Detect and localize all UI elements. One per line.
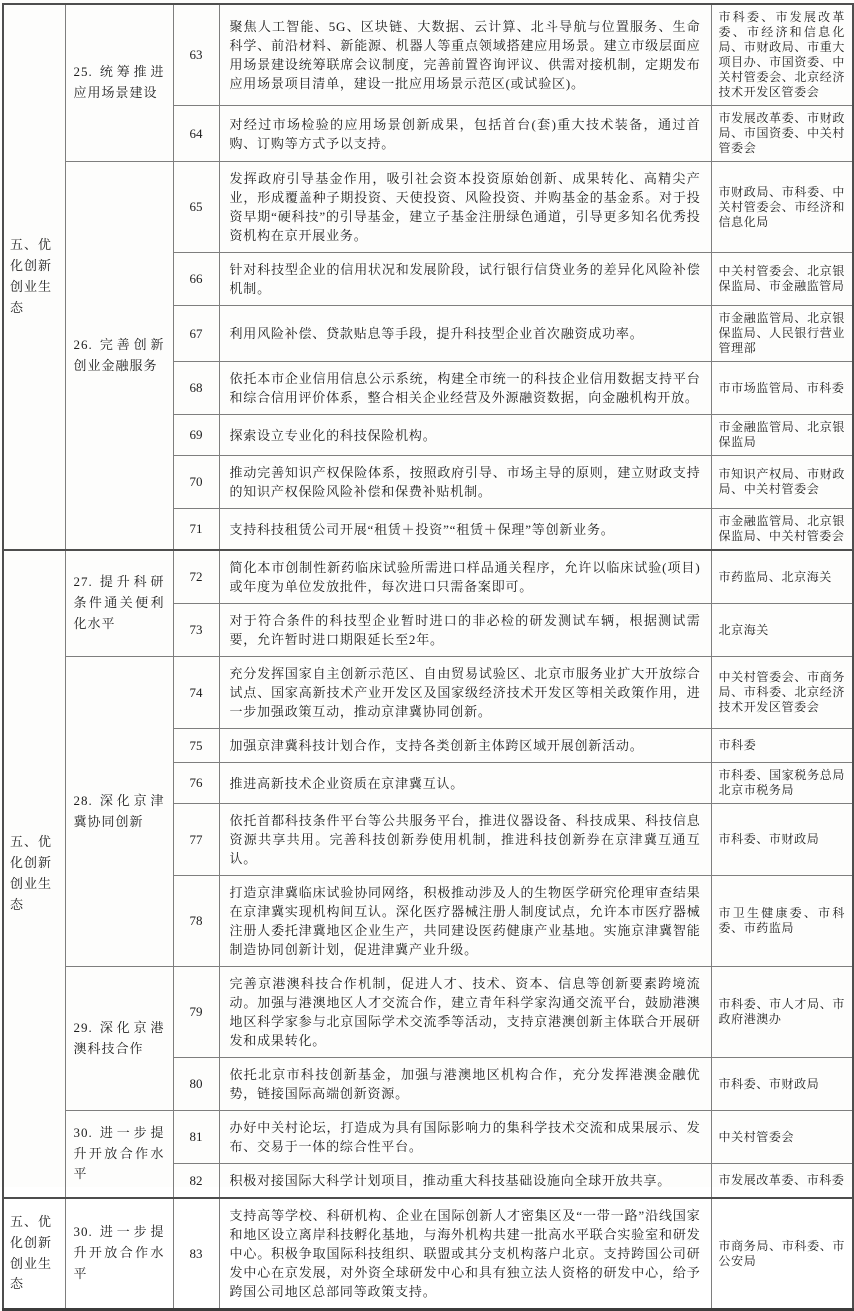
task-text-cell: 对于符合条件的科技型企业暂时进口的非必检的研发测试车辆，根据测试需要，允许暂时进口期限延长至2年。 <box>219 604 711 657</box>
task-text-cell: 聚焦人工智能、5G、区块链、大数据、云计算、北斗导航与位置服务、生命科学、前沿材料、新能源、机器人等重点领域搭建应用场景。建立市级层面应用场景建设统筹联席会议制度，完善前置咨询评议、供需对接机制，定期发布应用场景项目清单，建设一批应用场景示范区(或试验区)。 <box>219 4 711 106</box>
responsible-departments-cell: 北京海关 <box>711 604 853 657</box>
row-number-cell: 80 <box>173 1058 219 1111</box>
task-text-cell: 充分发挥国家自主创新示范区、自由贸易试验区、北京市服务业扩大开放综合试点、国家高新技术产业开发区及国家级经济技术开发区等相关政策作用，进一步加强政策互动，推动京津冀协同创新。 <box>219 657 711 729</box>
responsible-departments-cell: 市科委、市财政局 <box>711 1058 853 1111</box>
task-text-cell: 针对科技型企业的信用状况和发展阶段，试行银行信贷业务的差异化风险补偿机制。 <box>219 253 711 306</box>
row-number-cell: 65 <box>173 162 219 253</box>
task-text-cell: 推动完善知识产权保险体系，按照政府引导、市场主导的原则，建立财政支持的知识产权保险风险补偿和保费补贴机制。 <box>219 456 711 509</box>
responsible-departments-cell: 市金融监管局、北京银保监局、人民银行营业管理部 <box>711 306 853 362</box>
row-number-cell: 76 <box>173 763 219 804</box>
task-text-cell: 推进高新技术企业资质在京津冀互认。 <box>219 763 711 804</box>
responsible-departments-cell: 市发展改革委、市科委 <box>711 1164 853 1199</box>
responsible-departments-cell: 市科委、国家税务总局北京市税务局 <box>711 763 853 804</box>
row-number-cell: 79 <box>173 967 219 1058</box>
row-number-cell: 77 <box>173 804 219 876</box>
row-number-cell: 63 <box>173 4 219 106</box>
task-text-cell: 打造京津冀临床试验协同网络，积极推动涉及人的生物医学研究伦理审查结果在京津冀实现机构间互认。深化医疗器械注册人制度试点，允许本市医疗器械注册人委托津冀地区企业生产，共同建设医药健康产业基地。实施京津冀智能制造协同创新计划，促进津冀产业升级。 <box>219 876 711 967</box>
task-text-cell: 办好中关村论坛，打造成为具有国际影响力的集科学技术交流和成果展示、发布、交易于一体的综合性平台。 <box>219 1111 711 1164</box>
responsible-departments-cell: 市科委 <box>711 729 853 763</box>
task-text-cell: 依托本市企业信用信息公示系统，构建全市统一的科技企业信用数据支持平台和综合信用评价体系，整合相关企业经营及外源融资数据，向金融机构开放。 <box>219 362 711 415</box>
table-row <box>3 967 853 1058</box>
section-label-cell: 28. 深化京津冀协同创新 <box>65 657 173 967</box>
task-text-cell: 支持高等学校、科研机构、企业在国际创新人才密集区及“一带一路”沿线国家和地区设立离岸科技孵化基地，与海外机构共建一批高水平联合实验室和研发中心。积极争取国际科技组织、联盟或其分支机构落户北京。支持跨国公司研发中心在京发展，对外资全球研发中心和具有独立法人资格的研发中心，给予跨国公司地区总部同等政策支持。 <box>219 1198 711 1310</box>
task-text-cell: 支持科技租赁公司开展“租赁＋投资”“租赁＋保理”等创新业务。 <box>219 509 711 551</box>
responsible-departments-cell: 市知识产权局、市财政局、中关村管委会 <box>711 456 853 509</box>
responsible-departments-cell: 市发展改革委、市财政局、市国资委、中关村管委会 <box>711 106 853 162</box>
table-row <box>3 657 853 729</box>
responsible-departments-cell: 中关村管委会、北京银保监局、市金融监管局 <box>711 253 853 306</box>
responsible-departments-cell: 市科委、市发展改革委、市经济和信息化局、市财政局、市重大项目办、市国资委、中关村管委会、北京经济技术开发区管委会 <box>711 4 853 106</box>
responsible-departments-cell: 市药监局、北京海关 <box>711 550 853 604</box>
task-text-cell: 积极对接国际大科学计划项目，推动重大科技基础设施向全球开放共享。 <box>219 1164 711 1199</box>
table-row <box>3 162 853 253</box>
responsible-departments-cell: 中关村管委会 <box>711 1111 853 1164</box>
section-label-cell: 30. 进一步提升开放合作水平 <box>65 1198 173 1310</box>
section-label-cell: 27. 提升科研条件通关便利化水平 <box>65 550 173 657</box>
row-number-cell: 67 <box>173 306 219 362</box>
task-text-cell: 加强京津冀科技计划合作，支持各类创新主体跨区域开展创新活动。 <box>219 729 711 763</box>
row-number-cell: 74 <box>173 657 219 729</box>
row-number-cell: 73 <box>173 604 219 657</box>
responsible-departments-cell: 市金融监管局、北京银保监局 <box>711 415 853 456</box>
row-number-cell: 82 <box>173 1164 219 1199</box>
responsible-departments-cell: 市科委、市人才局、市政府港澳办 <box>711 967 853 1058</box>
section-label-cell: 30. 进一步提升开放合作水平 <box>65 1111 173 1199</box>
category-cell: 五、优化创新创业生态 <box>3 4 65 550</box>
row-number-cell: 71 <box>173 509 219 551</box>
table-row <box>3 4 853 106</box>
task-text-cell: 依托北京市科技创新基金，加强与港澳地区机构合作，充分发挥港澳金融优势，链接国际高端创新资源。 <box>219 1058 711 1111</box>
row-number-cell: 64 <box>173 106 219 162</box>
task-text-cell: 依托首都科技条件平台等公共服务平台，推进仪器设备、科技成果、科技信息资源共享共用。完善科技创新券使用机制，推进科技创新券在京津冀互通互认。 <box>219 804 711 876</box>
row-number-cell: 70 <box>173 456 219 509</box>
row-number-cell: 83 <box>173 1198 219 1310</box>
responsible-departments-cell: 市金融监管局、北京银保监局、中关村管委会 <box>711 509 853 551</box>
row-number-cell: 68 <box>173 362 219 415</box>
responsible-departments-cell: 市卫生健康委、市科委、市药监局 <box>711 876 853 967</box>
responsible-departments-cell: 市商务局、市科委、市公安局 <box>711 1198 853 1310</box>
row-number-cell: 81 <box>173 1111 219 1164</box>
task-text-cell: 完善京港澳科技合作机制，促进人才、技术、资本、信息等创新要素跨境流动。加强与港澳地区人才交流合作，建立青年科学家沟通交流平台，鼓励港澳地区科学家参与北京国际学术交流季等活动，支持京港澳创新主体联合开展研发和成果转化。 <box>219 967 711 1058</box>
section-label-cell: 25. 统筹推进应用场景建设 <box>65 4 173 162</box>
row-number-cell: 78 <box>173 876 219 967</box>
row-number-cell: 75 <box>173 729 219 763</box>
responsible-departments-cell: 市财政局、市科委、中关村管委会、市经济和信息化局 <box>711 162 853 253</box>
responsible-departments-cell: 中关村管委会、市商务局、市科委、北京经济技术开发区管委会 <box>711 657 853 729</box>
task-text-cell: 简化本市创制性新药临床试验所需进口样品通关程序，允许以临床试验(项目)或年度为单位发放批件，每次进口只需备案即可。 <box>219 550 711 604</box>
task-text-cell: 发挥政府引导基金作用，吸引社会资本投资原始创新、成果转化、高精尖产业，形成覆盖种子期投资、天使投资、风险投资、并购基金的基金系。对于投资早期“硬科技”的引导基金，建立子基金注册绿色通道，引导更多知名优秀投资机构在京开展业务。 <box>219 162 711 253</box>
table-row <box>3 1198 853 1310</box>
category-cell: 五、优化创新创业生态 <box>3 1198 65 1310</box>
policy-task-table <box>2 3 854 1311</box>
row-number-cell: 66 <box>173 253 219 306</box>
task-text-cell: 探索设立专业化的科技保险机构。 <box>219 415 711 456</box>
section-label-cell: 26. 完善创新创业金融服务 <box>65 162 173 551</box>
row-number-cell: 72 <box>173 550 219 604</box>
responsible-departments-cell: 市市场监管局、市科委 <box>711 362 853 415</box>
task-text-cell: 利用风险补偿、贷款贴息等手段，提升科技型企业首次融资成功率。 <box>219 306 711 362</box>
responsible-departments-cell: 市科委、市财政局 <box>711 804 853 876</box>
row-number-cell: 69 <box>173 415 219 456</box>
table-row <box>3 550 853 604</box>
task-text-cell: 对经过市场检验的应用场景创新成果，包括首台(套)重大技术装备，通过首购、订购等方式予以支持。 <box>219 106 711 162</box>
table-row <box>3 1111 853 1164</box>
category-cell: 五、优化创新创业生态 <box>3 550 65 1198</box>
section-label-cell: 29. 深化京港澳科技合作 <box>65 967 173 1111</box>
